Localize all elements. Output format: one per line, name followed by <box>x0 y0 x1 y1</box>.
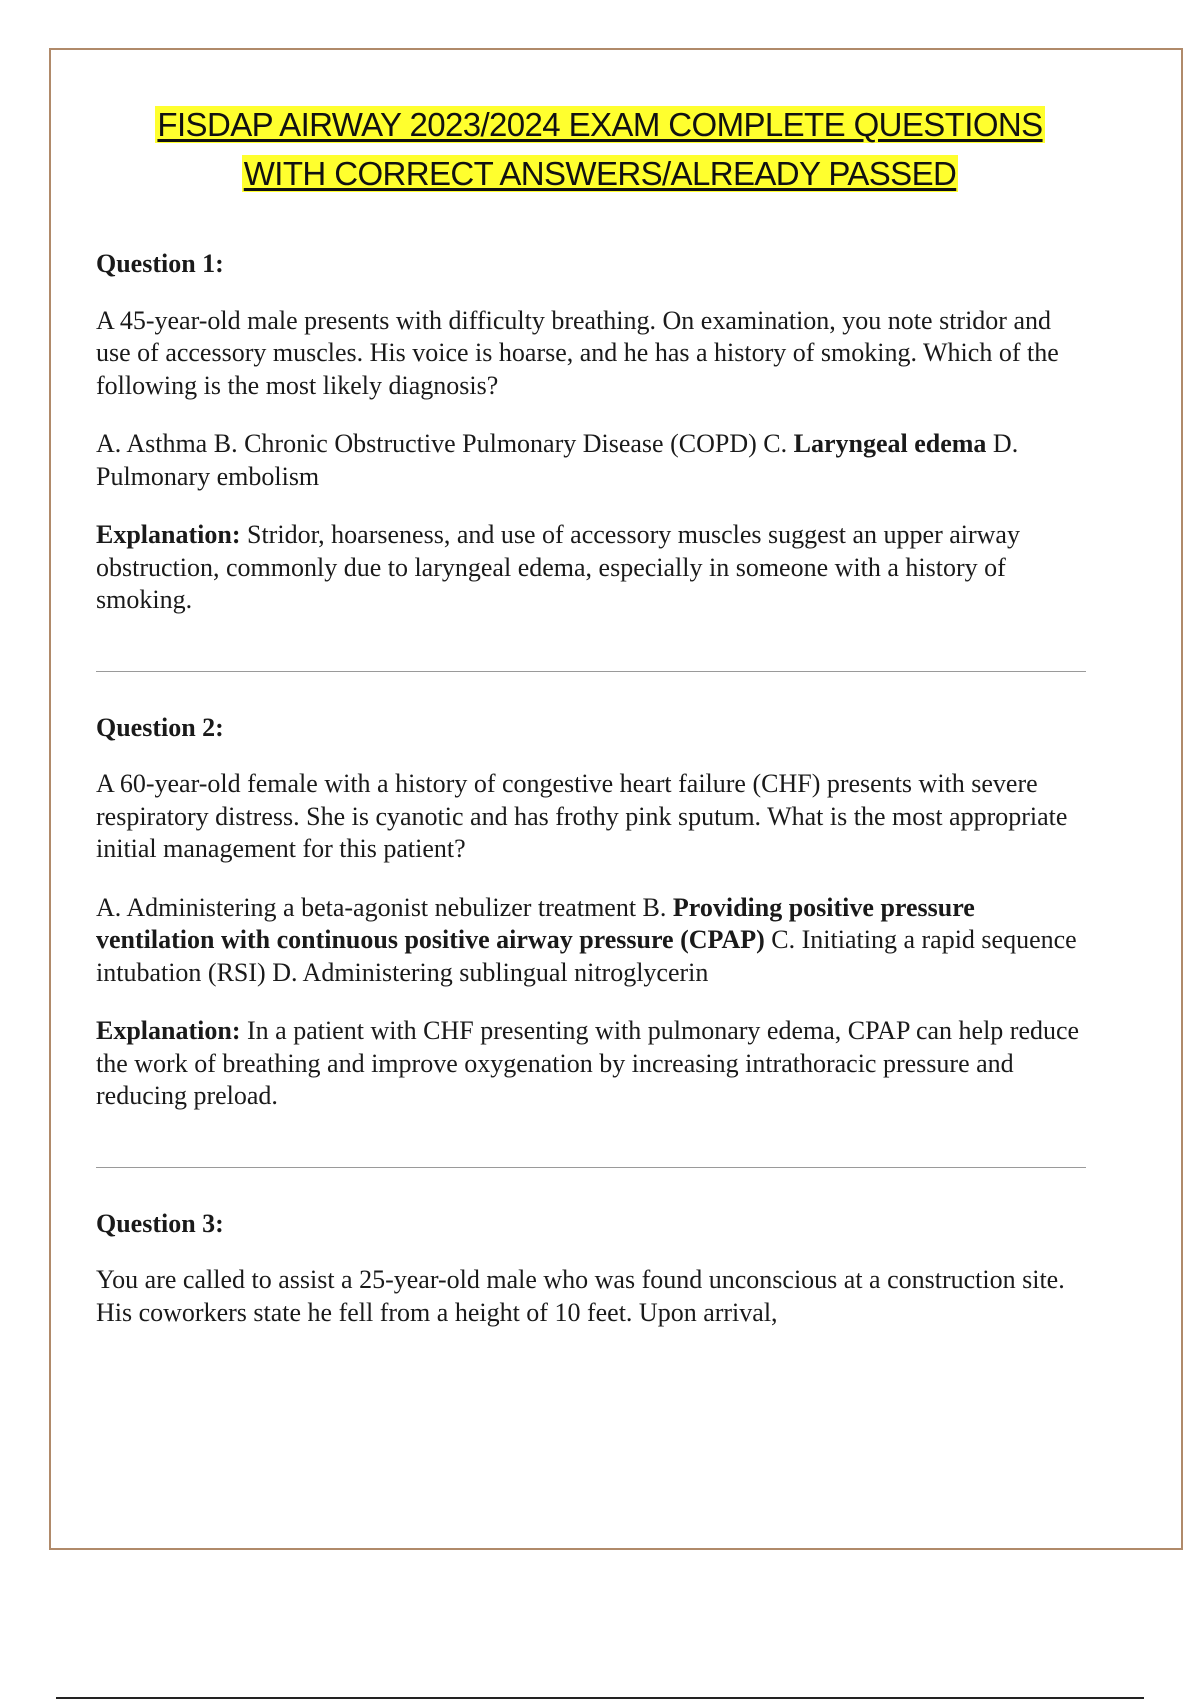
question-heading: Question 1: <box>96 249 224 278</box>
question-2 <box>96 712 1086 1113</box>
explanation <box>96 1015 1086 1113</box>
answer-options <box>96 428 1086 493</box>
questions-content <box>96 248 1086 1355</box>
question-stem: A 60-year-old female with a history of congestive heart failure (CHF) presents with severe respiratory distress. She is cyanotic and has frothy pink sputum. What is the most appropriate initial management for this patient? <box>96 769 1068 863</box>
correct-answer: Providing positive pressure ventilation with continuous positive airway pressure (CPAP) <box>96 892 975 954</box>
question-heading: Question 2: <box>96 712 224 742</box>
title-line-1: FISDAP AIRWAY 2023/2024 EXAM COMPLETE QUESTIONS <box>157 106 1043 143</box>
options-after: C. Initiating a rapid sequence intubation (RSI) D. Administering sublingual nitroglycerin <box>96 925 1077 987</box>
options-before: A. Asthma B. Chronic Obstructive Pulmonary Disease (COPD) C. <box>96 429 794 458</box>
question-3 <box>96 1208 1086 1330</box>
section-divider <box>96 671 1086 672</box>
explanation <box>96 519 1086 617</box>
explanation-label: Explanation: <box>96 520 241 549</box>
title-line-2: WITH CORRECT ANSWERS/ALREADY PASSED <box>243 155 957 192</box>
answer-options <box>96 892 1086 990</box>
explanation-label: Explanation: <box>96 1016 241 1045</box>
explanation-text: Stridor, hoarseness, and use of accessory muscles suggest an upper airway obstruction, commonly due to laryngeal edema, especially in someone with a history of smoking. <box>96 520 1020 614</box>
document-title <box>0 100 1200 198</box>
section-divider <box>96 1167 1086 1168</box>
question-heading: Question 3: <box>96 1208 224 1238</box>
bottom-divider <box>56 1697 1144 1699</box>
explanation-text: In a patient with CHF presenting with pulmonary edema, CPAP can help reduce the work of breathing and improve oxygenation by increasing intrathoracic pressure and reducing preload. <box>96 1016 1080 1110</box>
question-stem: A 45-year-old male presents with difficulty breathing. On examination, you note stridor and use of accessory muscles. His voice is hoarse, and he has a history of smoking. Which of the following is the most likely diagnosis? <box>96 305 1059 400</box>
options-after: D. Pulmonary embolism <box>96 429 1019 491</box>
question-1 <box>96 248 1086 617</box>
options-before: A. Administering a beta-agonist nebulizer treatment B. <box>96 892 673 922</box>
correct-answer: Laryngeal edema <box>793 429 987 458</box>
question-stem: You are called to assist a 25-year-old male who was found unconscious at a construction site. His coworkers state he fell from a height of 10 feet. Upon arrival, <box>96 1265 1065 1327</box>
